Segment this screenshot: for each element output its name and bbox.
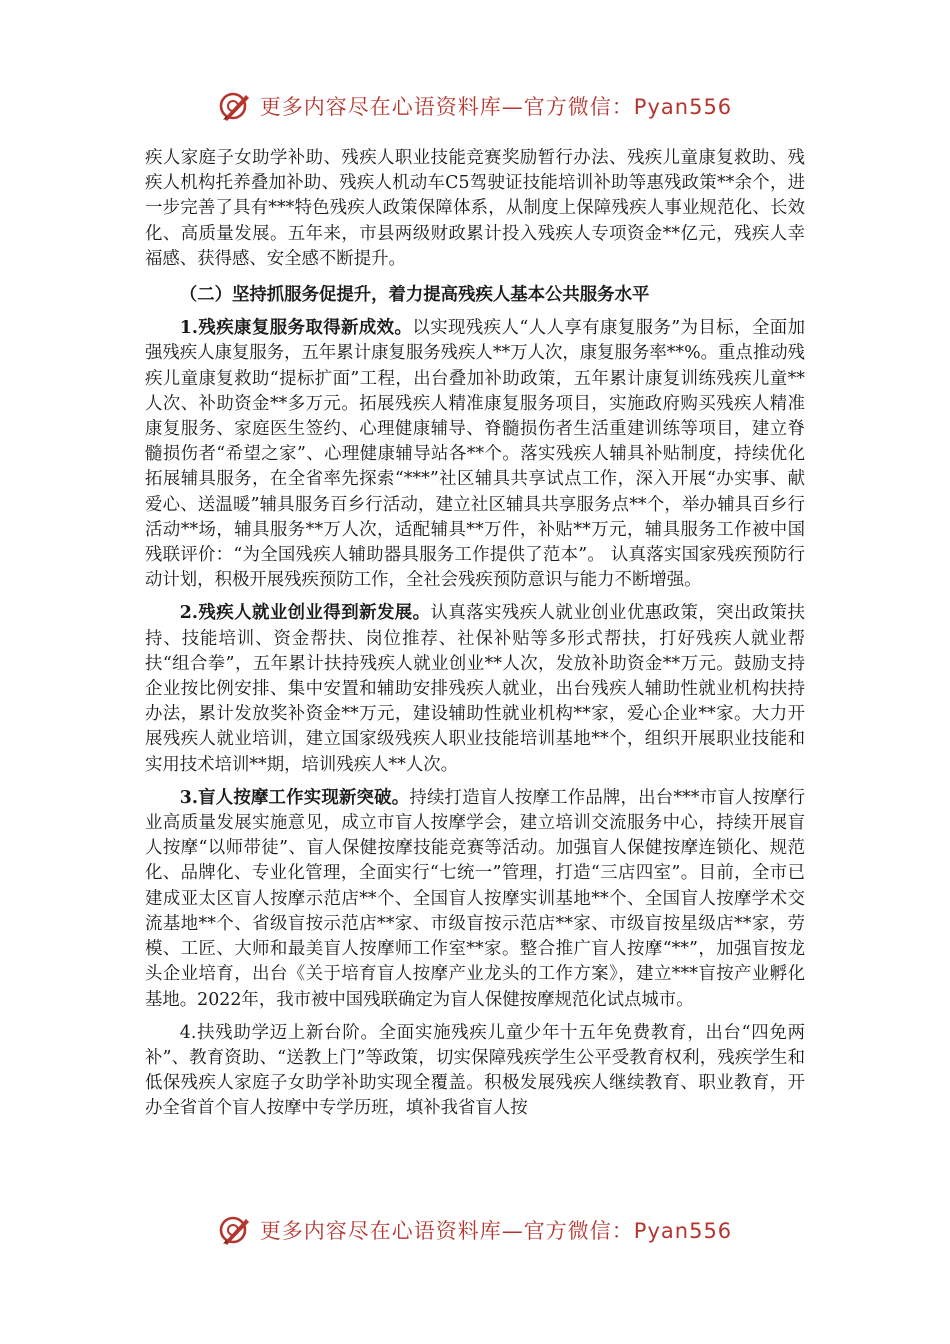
item-body-4: 4.扶残助学迈上新台阶。全面实施残疾儿童少年十五年免费教育，出台“四免两补”、教育资助、“送教上门”等政策，切实保障残疾学生公平受教育权利，残疾学生和低保残疾人家庭子女助学补助实现全覆盖。积极发展残疾人继续教育、职业教育，开办全省首个盲人按摩中专学历班，填补我省盲人按	[145, 1022, 805, 1119]
item-paragraph-1	[145, 316, 805, 593]
document-body	[145, 146, 805, 1122]
section-heading: （二）坚持抓服务促提升，着力提高残疾人基本公共服务水平	[179, 285, 650, 306]
header-watermark-banner	[0, 84, 950, 128]
brush-logo-icon	[218, 1213, 252, 1247]
item-lead-1: 1.残疾康复服务取得新成效。	[179, 318, 413, 339]
item-body-3: 持续打造盲人按摩工作品牌，出台***市盲人按摩行业高质量发展实施意见，成立市盲人按摩学会，建立培训交流服务中心，持续开展盲人按摩“以师带徒”、盲人保健按摩技能竞赛等活动。加强盲人保健按摩连锁化、规范化、品牌化、专业化管理，全面实行“七统一”管理，打造“三店四室”。目前，全市已建成亚太区盲人按摩示范店**个、全国盲人按摩实训基地**个、全国盲人按摩学术交流基地**个、省级盲按示范店**家、市级盲按示范店**家、市级盲按星级店**家，劳模、工匠、大师和最美盲人按摩师工作室**家。整合推广盲人按摩“**”，加强盲按龙头企业培育，出台《关于培育盲人按摩产业龙头的工作方案》，建立***盲按产业孵化基地。2022年，我市被中国残联确定为盲人保健按摩规范化试点城市。	[145, 787, 805, 1010]
watermark-text: 更多内容尽在心语资料库—官方微信：Pyan556	[259, 1219, 733, 1243]
item-paragraph-4	[145, 1021, 805, 1122]
intro-paragraph: 疾人家庭子女助学补助、残疾人职业技能竞赛奖励暂行办法、残疾儿童康复救助、残疾人机构托养叠加补助、残疾人机动车C5驾驶证技能培训补助等惠残政策**余个，进一步完善了具有***特色残疾人政策保障体系，从制度上保障残疾人事业规范化、长效化、高质量发展。五年来，市县两级财政累计投入残疾人专项资金**亿元，残疾人幸福感、获得感、安全感不断提升。	[145, 148, 805, 269]
footer-watermark-banner	[0, 1208, 950, 1252]
item-paragraph-2	[145, 601, 805, 777]
watermark-text: 更多内容尽在心语资料库—官方微信：Pyan556	[259, 95, 733, 119]
item-lead-3: 3.盲人按摩工作实现新突破。	[179, 787, 410, 808]
brush-logo-icon	[218, 89, 252, 123]
item-body-2: 认真落实残疾人就业创业优惠政策，突出政策扶持、技能培训、资金帮扶、岗位推荐、社保补贴等多形式帮扶，打好残疾人就业帮扶“组合拳”，五年累计扶持残疾人就业创业**人次，发放补助资金**万元。鼓励支持企业按比例安排、集中安置和辅助安排残疾人就业，出台残疾人辅助性就业机构扶持办法，累计发放奖补资金**万元，建设辅助性就业机构**家，爱心企业**家。大力开展残疾人就业培训，建立国家级残疾人职业技能培训基地**个，组织开展职业技能和实用技术培训**期，培训残疾人**人次。	[145, 603, 805, 775]
item-paragraph-3	[145, 786, 805, 1013]
item-body-1: 以实现残疾人“人人享有康复服务”为目标，全面加强残疾人康复服务，五年累计康复服务残疾人**万人次，康复服务率**%。重点推动残疾儿童康复救助“提标扩面”工程，出台叠加补助政策，五年累计康复训练残疾儿童**人次、补助资金**多万元。拓展残疾人精准康复服务项目，实施政府购买残疾人精准康复服务、家庭医生签约、心理健康辅导、脊髓损伤者生活重建训练等项目，建立脊髓损伤者“希望之家”、心理健康辅导站各**个。落实残疾人辅具补贴制度，持续优化拓展辅具服务，在全省率先探索“***”社区辅具共享试点工作，深入开展“办实事、献爱心、送温暖”辅具服务百乡行活动，建立社区辅具共享服务点**个，举办辅具百乡行活动**场，辅具服务**万人次，适配辅具**万件，补贴**万元，辅具服务工作被中国残联评价：“为全国残疾人辅助器具服务工作提供了范本”。 认真落实国家残疾预防行动计划，积极开展残疾预防工作，全社会残疾预防意识与能力不断增强。	[145, 318, 806, 591]
item-lead-2: 2.残疾人就业创业得到新发展。	[179, 603, 431, 624]
